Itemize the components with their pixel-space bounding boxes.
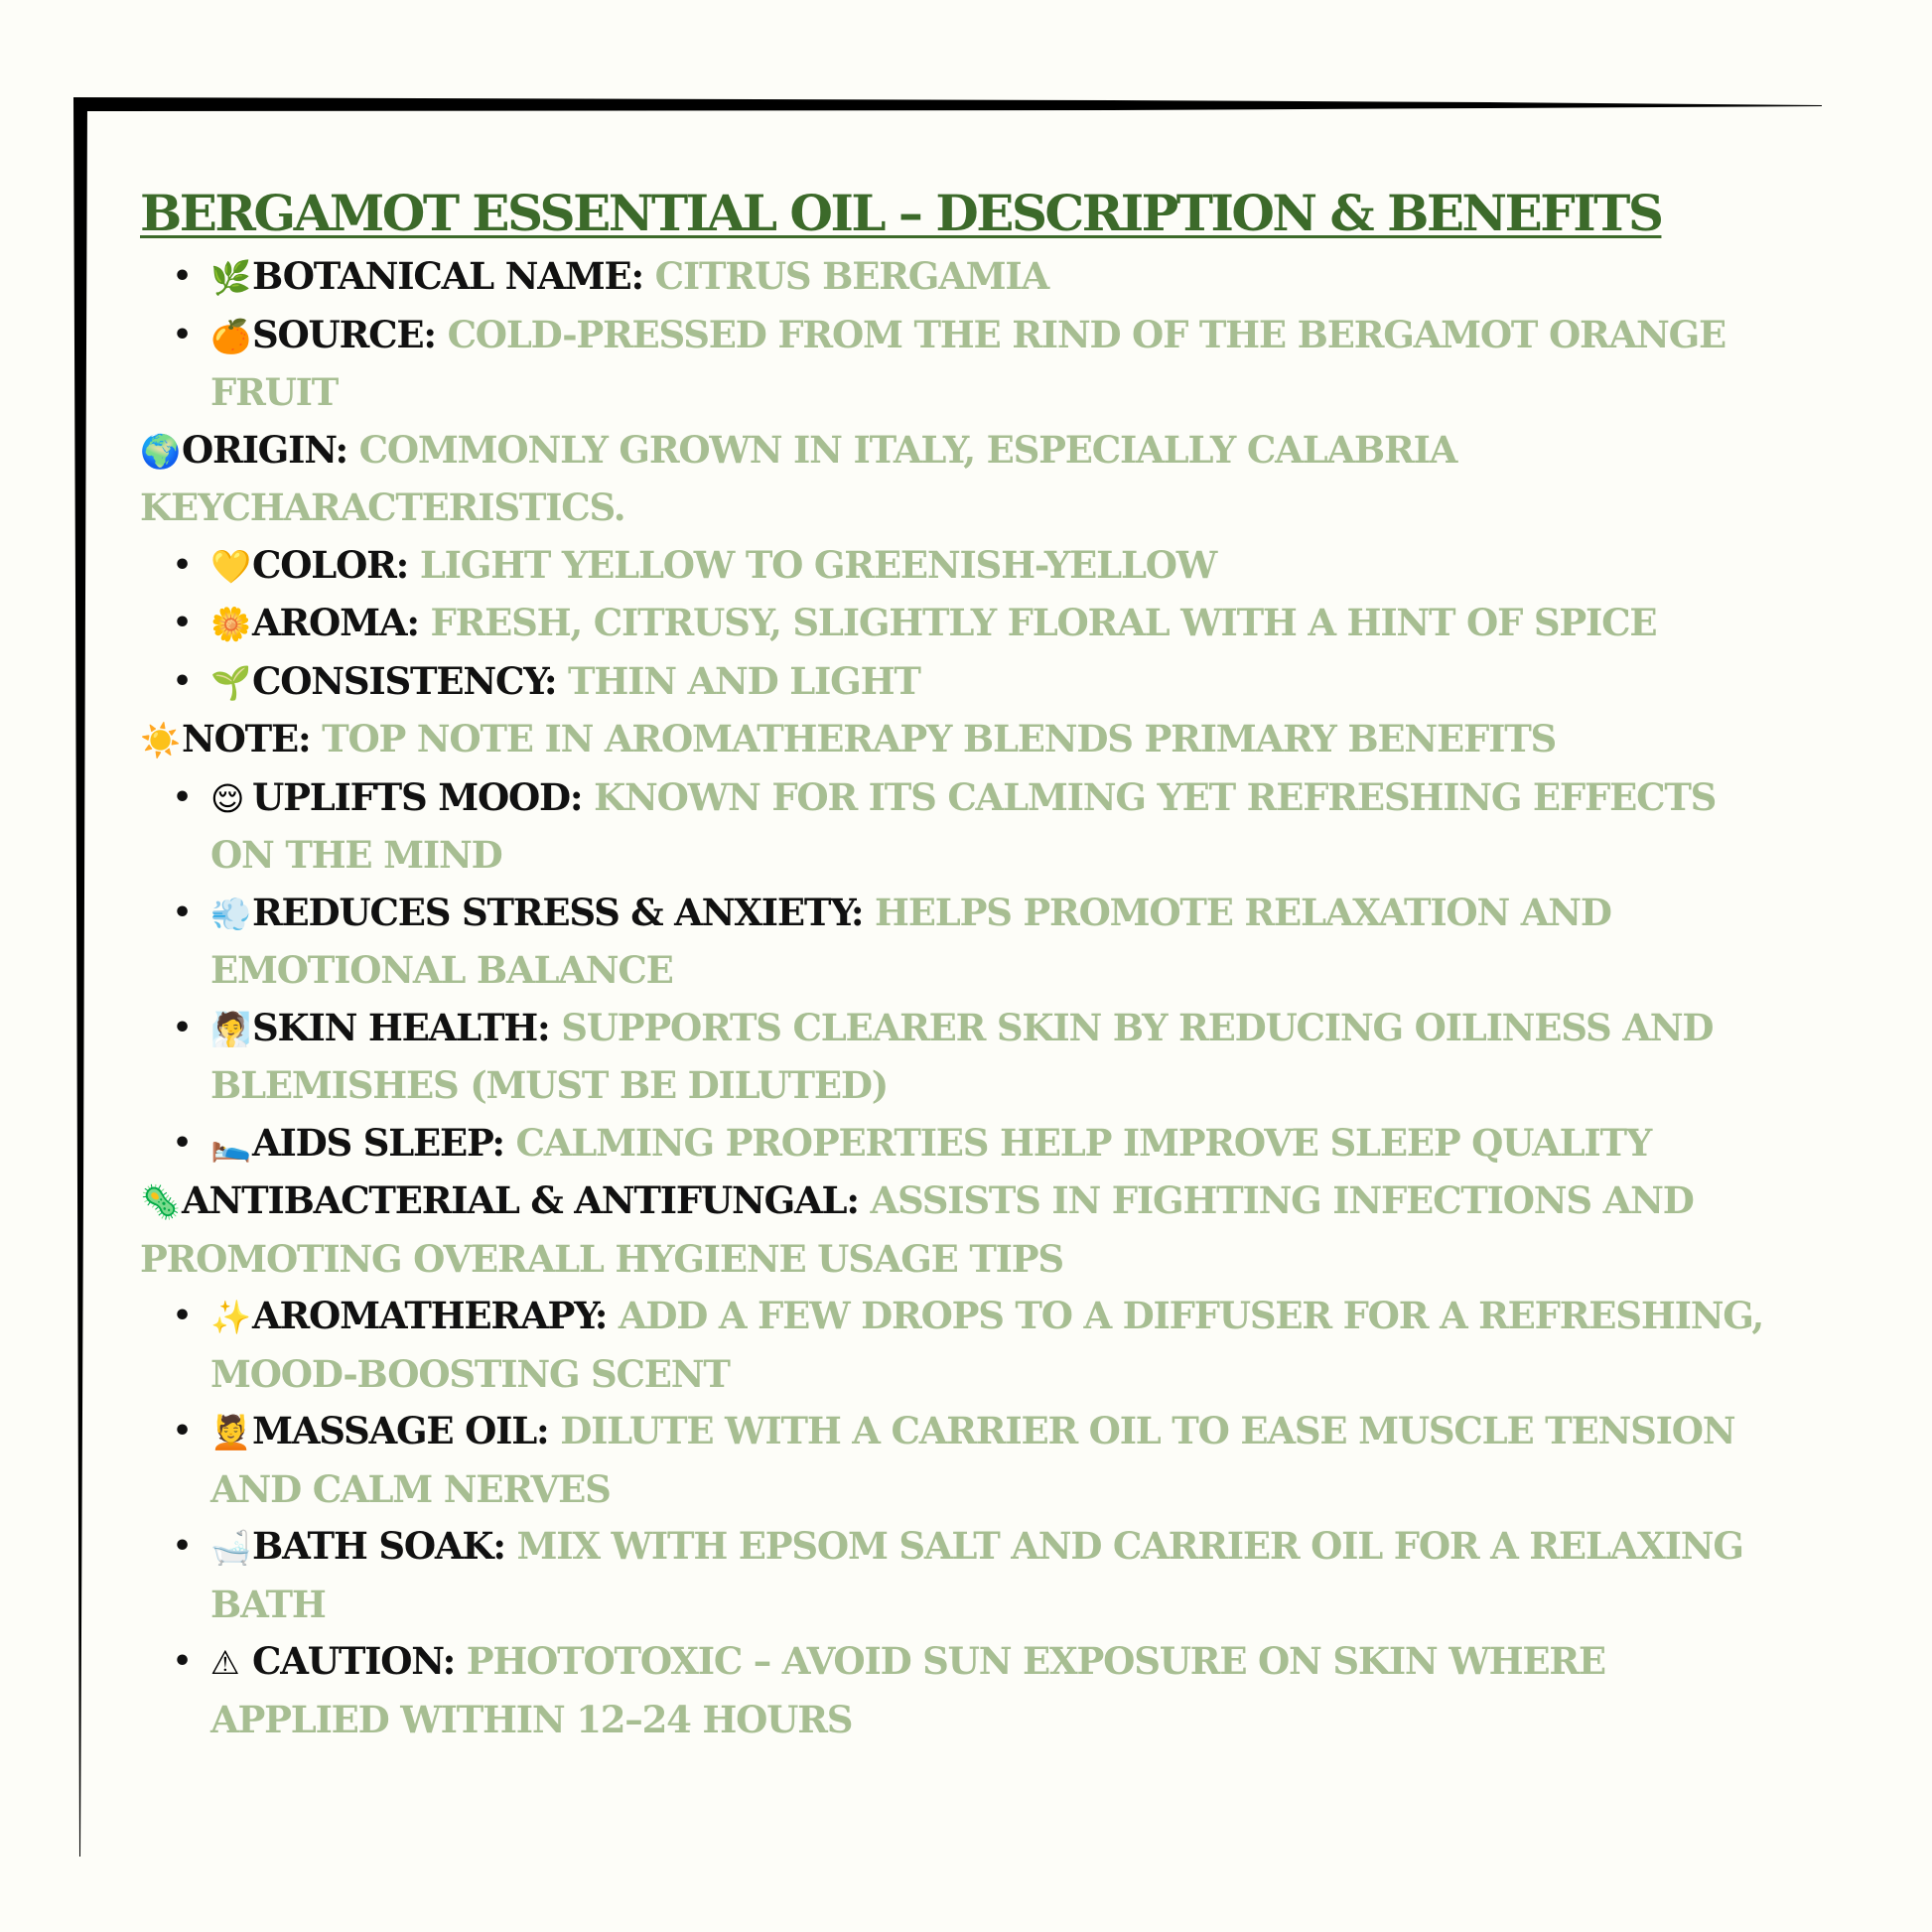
item-label: AROMA: (252, 601, 419, 644)
list-item (140, 1173, 1788, 1288)
bullet-dot: • (173, 1010, 191, 1045)
spa-person-icon: 🧖 (210, 1009, 252, 1048)
warning-icon: ⚠ (210, 1643, 240, 1682)
bullet-dot: • (173, 779, 191, 815)
yellow-heart-icon: 💛 (210, 546, 252, 586)
massage-icon: 💆 (210, 1413, 252, 1451)
bullet-item (140, 595, 1788, 653)
bullet-dot: • (173, 606, 191, 640)
bullet-item (140, 1115, 1788, 1173)
item-label: NOTE: (182, 717, 311, 760)
item-value: MIX WITH EPSOM SALT AND CARRIER OIL FOR A RELAXING BATH (210, 1524, 1743, 1626)
item-value: FRESH, CITRUSY, SLIGHTLY FLORAL WITH A HINT OF SPICE (430, 601, 1657, 644)
item-label: CAUTION: (252, 1639, 456, 1683)
item-label: ANTIBACTERIAL & ANTIFUNGAL: (182, 1178, 859, 1222)
info-list (140, 248, 1788, 1748)
seedling-icon: 🌱 (210, 662, 252, 702)
frame-top-stroke (73, 97, 1822, 111)
item-value: DILUTE WITH A CARRIER OIL TO EASE MUSCLE TENSION AND CALM NERVES (210, 1409, 1735, 1511)
herb-icon: 🌿 (210, 258, 252, 297)
bullet-dot: • (173, 895, 191, 930)
sparkles-icon: ✨ (210, 1298, 252, 1336)
item-label: BOTANICAL NAME: (252, 254, 643, 298)
item-value: COMMONLY GROWN IN ITALY, ESPECIALLY CALABRIA KEYCHARACTERISTICS. (140, 427, 1457, 529)
bullet-dot: • (173, 1644, 191, 1679)
item-label: UPLIFTS MOOD: (252, 774, 583, 819)
bullet-dot: • (173, 317, 191, 352)
item-value: ADD A FEW DROPS TO A DIFFUSER FOR A REFRESHING, MOOD-BOOSTING SCENT (210, 1294, 1764, 1396)
bullet-item (140, 769, 1788, 885)
item-label: AIDS SLEEP: (252, 1120, 504, 1165)
item-label: REDUCES STRESS & ANXIETY: (252, 890, 864, 934)
item-value: KNOWN FOR ITS CALMING YET REFRESHING EFFECTS ON THE MIND (210, 774, 1717, 877)
bullet-item (140, 1288, 1788, 1403)
bullet-dot: • (173, 259, 191, 294)
item-value: PHOTOTOXIC – AVOID SUN EXPOSURE ON SKIN WHERE APPLIED WITHIN 12–24 HOURS (210, 1639, 1605, 1741)
exhale-icon: 💨 (210, 894, 252, 933)
orange-icon: 🍊 (210, 316, 252, 355)
item-label: AROMATHERAPY: (252, 1294, 608, 1337)
item-value: CALMING PROPERTIES HELP IMPROVE SLEEP QUALITY (515, 1120, 1652, 1165)
bullet-dot: • (173, 663, 191, 699)
bullet-item (140, 1633, 1788, 1748)
sun-icon: ☀️ (140, 721, 182, 759)
item-value: HELPS PROMOTE RELAXATION AND EMOTIONAL BALANCE (210, 890, 1611, 992)
item-label: BATH SOAK: (252, 1524, 505, 1568)
bullet-item (140, 1518, 1788, 1633)
item-value: THIN AND LIGHT (568, 658, 920, 703)
bullet-item (140, 653, 1788, 712)
item-value: SUPPORTS CLEARER SKIN BY REDUCING OILINESS AND BLEMISHES (MUST BE DILUTED) (210, 1005, 1714, 1107)
bullet-dot: • (173, 1414, 191, 1449)
document-body (140, 185, 1788, 1748)
item-value: LIGHT YELLOW TO GREENISH-YELLOW (419, 542, 1217, 587)
globe-icon: 🌍 (140, 431, 182, 471)
item-value: ASSISTS IN FIGHTING INFECTIONS AND PROMOTING OVERALL HYGIENE USAGE TIPS (140, 1178, 1694, 1281)
bullet-dot: • (173, 1125, 191, 1161)
bullet-item (140, 1403, 1788, 1518)
item-value: TOP NOTE IN AROMATHERAPY BLENDS PRIMARY BENEFITS (322, 717, 1557, 760)
list-item (140, 422, 1788, 537)
item-label: SOURCE: (252, 312, 436, 356)
frame-left-stroke (73, 97, 87, 1857)
microbe-icon: 🦠 (140, 1182, 182, 1221)
item-value: CITRUS BERGAMIA (654, 254, 1049, 298)
item-label: SKIN HEALTH: (252, 1005, 550, 1049)
bullet-item (140, 885, 1788, 1000)
list-item (140, 711, 1788, 769)
item-label: MASSAGE OIL: (252, 1409, 549, 1452)
relieved-face-icon: 😌 (210, 778, 245, 818)
item-label: CONSISTENCY: (252, 658, 557, 703)
page-title: BERGAMOT ESSENTIAL OIL – DESCRIPTION & BENEFITS (140, 184, 1662, 242)
bullet-dot: • (173, 1299, 191, 1333)
bullet-dot: • (173, 1529, 191, 1564)
bathtub-icon: 🛁 (210, 1528, 252, 1567)
item-label: ORIGIN: (182, 427, 347, 472)
item-label: COLOR: (252, 542, 409, 587)
bullet-dot: • (173, 547, 191, 583)
bullet-item (140, 537, 1788, 596)
flower-icon: 🌼 (210, 605, 252, 643)
person-in-bed-icon: 🛌 (210, 1124, 252, 1164)
item-value: COLD-PRESSED FROM THE RIND OF THE BERGAMOT ORANGE FRUIT (210, 312, 1726, 414)
bullet-item (140, 248, 1788, 307)
bullet-item (140, 1000, 1788, 1115)
bullet-item (140, 307, 1788, 422)
